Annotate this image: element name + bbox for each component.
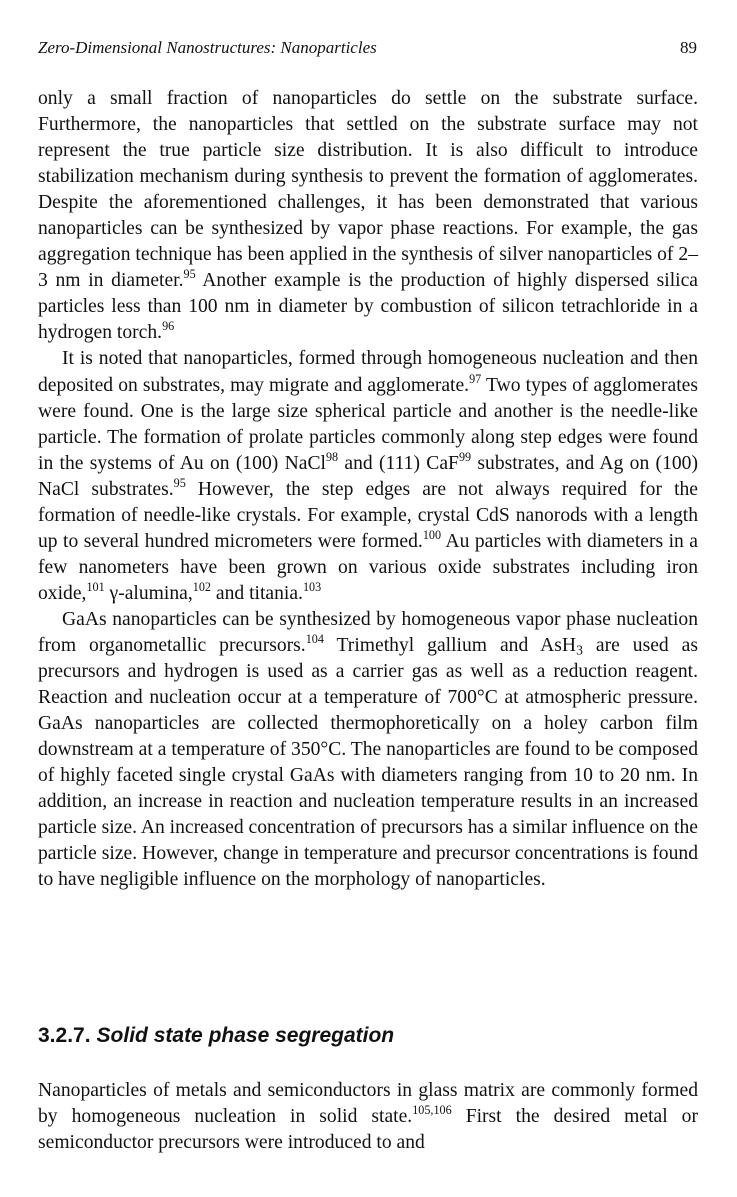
section-heading xyxy=(38,1023,394,1049)
section-body-text xyxy=(38,1078,698,1156)
citation-superscript: 104 xyxy=(305,632,324,647)
running-title: Zero-Dimensional Nanostructures: Nanoparticles xyxy=(38,38,377,57)
body-text xyxy=(38,86,698,893)
paragraph: Nanoparticles of metals and semiconductors in glass matrix are commonly formed by homogeneous nucleation in solid state.$^{105,106}$ First the desired metal or semiconductor precursors were introduced to and xyxy=(38,1080,698,1154)
citation-superscript: 99 xyxy=(458,449,472,464)
citation-superscript: 100 xyxy=(422,527,442,542)
paragraph: GaAs nanoparticles can be synthesized by homogeneous vapor phase nucleation from organometallic precursors.$^{104}$ Trimethyl gallium and AsH$_3$ are used as precursors and hydrogen is used as a carrier gas as well as a reduction reagent. Reaction and nucleation occur at a temperature of 700°C at atmospheric pressure. GaAs nanoparticles are collected thermophoretically on a holey carbon film downstream at a temperature of 350°C. The nanoparticles are found to be composed of highly faceted single crystal GaAs with diameters ranging from 10 to 20 nm. In addition, an increase in reaction and nucleation temperature results in an increased particle size. An increased concentration of precursors has a similar influence on the particle size. However, change in temperature and precursor concentrations is found to have negligible influence on the morphology of nanoparticles. xyxy=(38,608,698,891)
citation-superscript: 97 xyxy=(469,371,482,386)
citation-superscript: 95 xyxy=(183,267,196,282)
citation-superscript: 95 xyxy=(173,475,186,490)
paragraph: only a small fraction of nanoparticles do settle on the substrate surface. Furthermore, the nanoparticles that settled on the substrate surface may not represent the true particle size distribution. It is also difficult to introduce stabilization mechanism during synthesis to prevent the formation of agglomerates. Despite the aforementioned challenges, it has been demonstrated that various nanoparticles can be synthesized by vapor phase reactions. For example, the gas aggregation technique has been applied in the synthesis of silver nanoparticles of 2–3 nm in diameter.$^{95}$ Another example is the production of highly dispersed silica particles less than 100 nm in diameter by combustion of silicon tetrachloride in a hydrogen torch.$^{96}$ xyxy=(38,88,698,344)
paragraph: It is noted that nanoparticles, formed through homogeneous nucleation and then deposited on substrates, may migrate and agglomerate.$^{97}$ Two types of agglomerates were found. One is the large size spherical particle and another is the needle-like particle. The formation of prolate particles commonly along step edges were found in the systems of Au on (100) NaCl$^{98}$ and (111) CaF$^{99}$ substrates, and Ag on (100) NaCl substrates.$^{95}$ However, the step edges are not always required for the formation of needle-like crystals. For example, crystal CdS nanorods with a length up to several hundred micrometers were formed.$^{100}$ Au particles with diameters in a few nanometers have been grown on various oxide substrates including iron oxide,$^{101}$ γ-alumina,$^{102}$ and titania.$^{103}$ xyxy=(38,348,699,604)
running-header xyxy=(38,38,697,58)
citation-superscript: 98 xyxy=(325,449,339,464)
chemical-subscript: 3 xyxy=(576,642,583,658)
citation-superscript: 96 xyxy=(162,319,175,334)
section-number: 3.2.7. xyxy=(38,1024,91,1047)
section-title: Solid state phase segregation xyxy=(96,1024,395,1047)
citation-superscript: 101 xyxy=(86,580,105,594)
page-number: 89 xyxy=(680,38,697,57)
citation-superscript: 102 xyxy=(192,580,211,594)
citation-superscript: 103 xyxy=(302,580,322,594)
citation-superscript: 105,106 xyxy=(412,1103,452,1118)
